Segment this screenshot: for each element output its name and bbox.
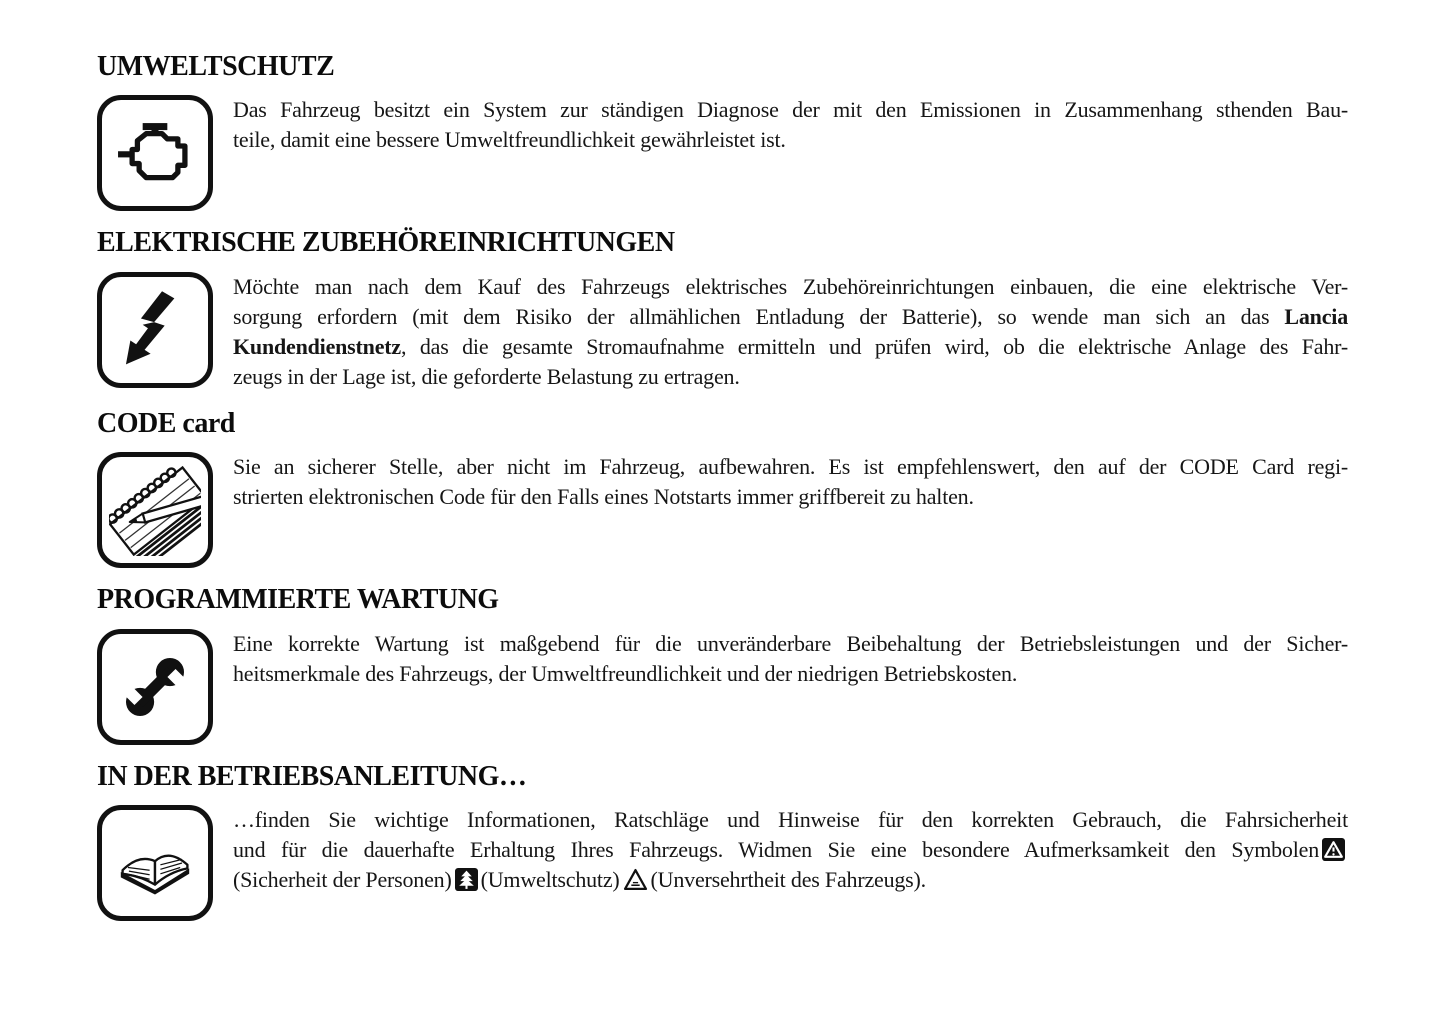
section-elektrische-zubehoereinrichtungen <box>97 228 1415 391</box>
high-voltage-icon <box>97 272 213 388</box>
label-umweltschutz: (Umweltschutz) <box>480 866 620 892</box>
wrench-icon <box>97 629 213 745</box>
paragraph-line <box>233 865 1348 895</box>
section-heading: ELEKTRISCHE ZUBEHÖREINRICHTUNGEN <box>97 227 675 259</box>
section-paragraph <box>233 629 1348 689</box>
paragraph-line <box>233 835 1348 865</box>
engine-icon <box>97 95 213 211</box>
label-person-safety: (Sicherheit der Personen) <box>233 866 452 892</box>
vehicle-integrity-icon <box>623 868 648 891</box>
section-heading: CODE card <box>97 407 235 439</box>
section-programmierte-wartung <box>97 585 1415 744</box>
bold-text-lancia: Lancia <box>1284 303 1348 329</box>
section-paragraph <box>233 805 1348 895</box>
section-paragraph <box>233 95 1348 155</box>
paragraph-line: Sie an sicherer Stelle, aber nicht im Fahrzeug, aufbewahren. Es ist empfehlenswert, den auf der CODE Card regi- <box>233 454 1348 480</box>
section-heading: IN DER BETRIEBSANLEITUNG… <box>97 760 527 792</box>
paragraph-line <box>233 302 1348 332</box>
section-umweltschutz <box>97 52 1415 211</box>
text-segment: und für die dauerhafte Erhaltung Ihres Fahrzeugs. Widmen Sie eine besondere Aufmerksamkeit den Symbolen <box>233 836 1319 862</box>
section-heading: PROGRAMMIERTE WARTUNG <box>97 584 499 616</box>
section-heading: UMWELTSCHUTZ <box>97 51 335 82</box>
section-in-der-betriebsanleitung <box>97 762 1415 921</box>
open-book-icon <box>97 805 213 921</box>
code-card-icon <box>97 452 213 568</box>
paragraph-line: teile, damit eine bessere Umweltfreundlichkeit gewährleistet ist. <box>233 127 786 153</box>
text-segment: , das die gesamte Stromaufnahme ermitteln und prüfen wird, ob die elektrische Anlage des Fahr- <box>400 333 1348 359</box>
text-segment: sorgung erfordern (mit dem Risiko der allmählichen Entladung der Batterie), so wende man sich an das <box>233 303 1285 329</box>
bold-text-kundendienstnetz: Kundendienstnetz <box>233 333 401 359</box>
person-safety-icon <box>1322 838 1345 861</box>
paragraph-line: …finden Sie wichtige Informationen, Ratschläge und Hinweise für den korrekten Gebrauch, die Fahrsicherheit <box>233 806 1348 832</box>
section-code-card <box>97 409 1415 568</box>
paragraph-line: heitsmerkmale des Fahrzeugs, der Umweltfreundlichkeit und der niedrigen Betriebskosten. <box>233 660 1018 686</box>
section-paragraph <box>233 452 1348 512</box>
paragraph-line: Das Fahrzeug besitzt ein System zur ständigen Diagnose der mit den Emissionen in Zusammenhang sthenden Bau- <box>233 97 1348 123</box>
label-vehicle-integrity: (Unversehrtheit des Fahrzeugs). <box>650 866 926 892</box>
section-paragraph <box>233 272 1348 392</box>
paragraph-line: zeugs in der Lage ist, die geforderte Belastung zu ertragen. <box>233 363 740 389</box>
paragraph-line: strierten elektronischen Code für den Falls eines Notstarts immer griffbereit zu halten. <box>233 484 974 510</box>
environment-icon <box>455 868 478 891</box>
paragraph-line <box>233 332 1348 362</box>
paragraph-line: Möchte man nach dem Kauf des Fahrzeugs elektrisches Zubehöreinrichtungen einbauen, die eine elektrische Ver- <box>233 273 1348 299</box>
paragraph-line: Eine korrekte Wartung ist maßgebend für die unveränderbare Beibehaltung der Betriebsleistungen und der Sicher- <box>233 630 1348 656</box>
